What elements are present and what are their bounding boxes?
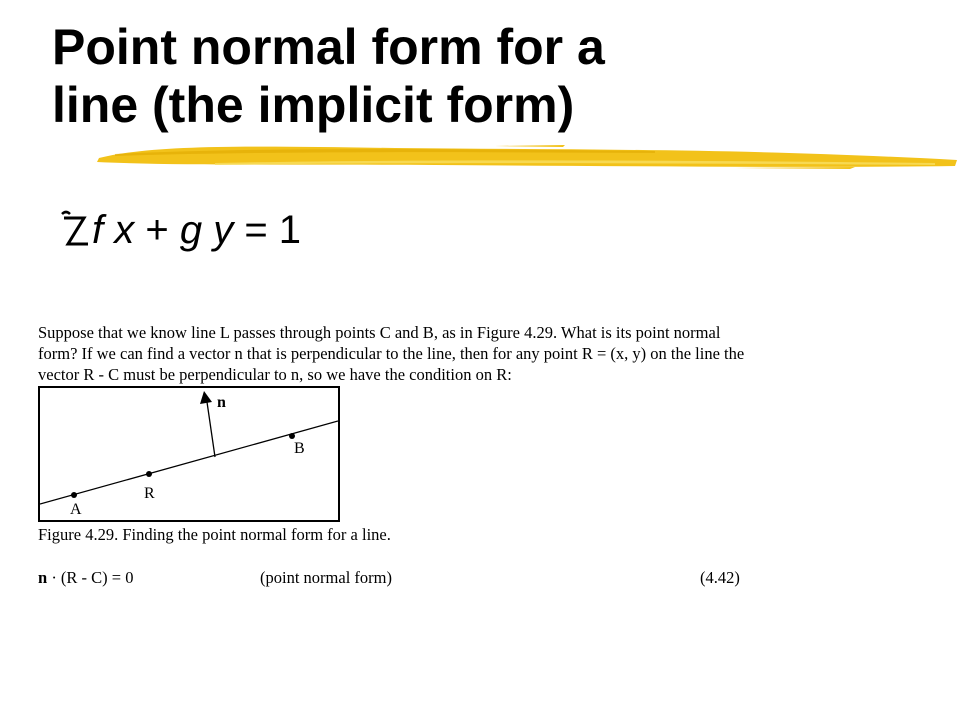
normal-vector-line bbox=[207, 402, 215, 457]
var-g: g bbox=[179, 208, 203, 252]
var-f: f bbox=[92, 208, 104, 252]
point-R bbox=[146, 471, 152, 477]
equation-number: (4.42) bbox=[700, 568, 740, 587]
equation-lhs bbox=[38, 567, 133, 588]
equation-n: n bbox=[38, 568, 48, 587]
var-x: x bbox=[114, 208, 135, 252]
var-y: y bbox=[213, 208, 234, 252]
equation-note: (point normal form) bbox=[260, 568, 392, 587]
z-bullet-icon bbox=[60, 210, 90, 248]
point-B bbox=[289, 433, 295, 439]
plus-sign: + bbox=[134, 208, 180, 252]
title-line-1: Point normal form for a bbox=[52, 19, 605, 75]
paragraph-line-3: vector R - C must be perpendicular to n, so we have the condition on R: bbox=[38, 365, 512, 384]
equation-body: · (R - C) = 0 bbox=[47, 568, 134, 587]
slide-title bbox=[52, 18, 932, 134]
label-n: n bbox=[217, 394, 226, 411]
label-B: B bbox=[294, 440, 305, 457]
equals-one: = 1 bbox=[233, 208, 302, 252]
label-A: A bbox=[70, 501, 82, 518]
label-R: R bbox=[144, 485, 155, 502]
normal-vector-arrowhead bbox=[200, 391, 212, 404]
point-A bbox=[71, 492, 77, 498]
figure-caption: Figure 4.29. Finding the point normal form for a line. bbox=[38, 525, 391, 544]
excerpt-paragraph bbox=[38, 322, 838, 385]
paragraph-line-2: form? If we can find a vector n that is perpendicular to the line, then for any point R = (x, y) on the line the bbox=[38, 344, 745, 363]
equation-4-42 bbox=[38, 567, 758, 589]
paragraph-line-1: Suppose that we know line L passes through points C and B, as in Figure 4.29. What is its point normal bbox=[38, 323, 721, 342]
bullet-item bbox=[60, 204, 301, 256]
figure-4-29 bbox=[38, 386, 340, 522]
title-line-2: line (the implicit form) bbox=[52, 77, 575, 133]
title-underline-brush bbox=[95, 138, 960, 178]
